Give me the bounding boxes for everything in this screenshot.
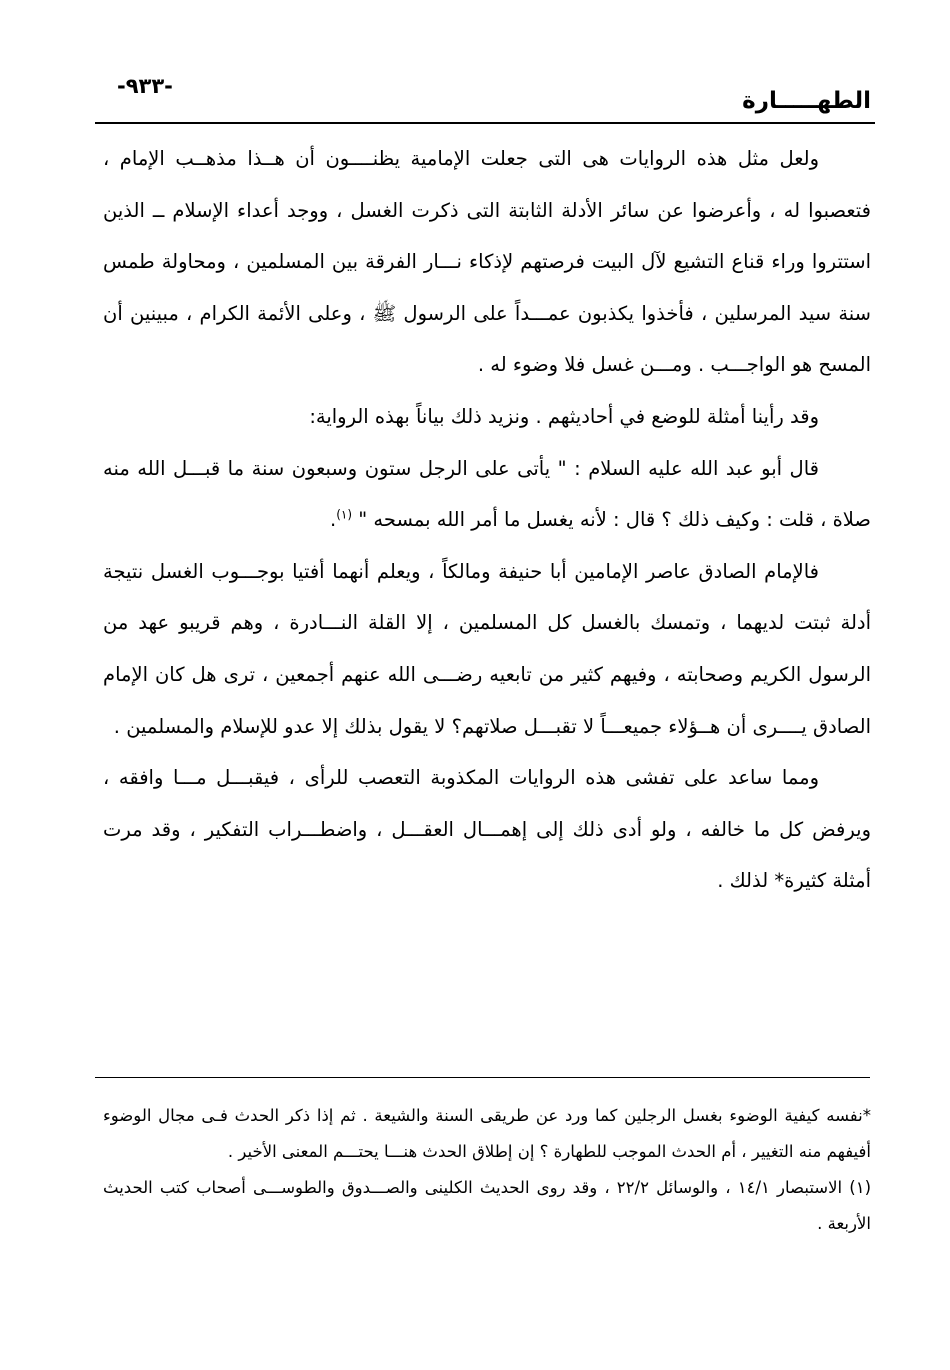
- quote-end: .: [330, 508, 337, 532]
- header-divider: [95, 122, 875, 124]
- main-text: [103, 133, 871, 907]
- footnote-divider: [95, 1077, 870, 1078]
- footnote-1: (١) الاستبصار ١٤/١ ، والوسائل ٢٢/٢ ، وقد روى الحديث الكلينى والصـــدوق والطوســـى أصحاب كتب الحديث الأربعة .: [103, 1178, 872, 1233]
- paragraph-4: فالإمام الصادق عاصر الإمامين أبا حنيفة ومالكاً ، ويعلم أنهما أفتيا بوجـــوب الغسل نتيجة أدلة ثبتت لديهما ، وتمسك بالغسل كل المسلمين ، إلا القلة النـــادرة ، وهم قريبو عهد من الرسول الكريم وصحابته ، وفيهم كثير من تابعيه رضـــى الله عنهم أجمعين ، ترى هل كان الإمام الصادق يــــرى أن هــؤلاء جميعـــاً لا تقبـــل صلاتهم؟ لا يقول بذلك إلا عدو للإسلام والمسلمين .: [103, 559, 871, 738]
- running-title: الطهـــــارة: [742, 88, 871, 114]
- page-number: -٩٣٣-: [117, 74, 173, 98]
- footnote-star: *نفسه كيفية الوضوء بغسل الرجلين كما ورد عن طريقى السنة والشيعة . ثم إذا ذكر الحدث فـى مجال الوضوء أفيفهم منه التغيير ، أم الحدث الموجب للطهارة ؟ إن إطلاق الحدث هنـــا يحتـــم المعنى الأخير .: [103, 1106, 871, 1161]
- paragraph-2: وقد رأينا أمثلة للوضع في أحاديثهم . ونزيد ذلك بياناً بهذه الرواية:: [309, 404, 819, 428]
- paragraph-3: [103, 443, 871, 546]
- paragraph-1: ولعل مثل هذه الروايات هى التى جعلت الإمامية يظنــــون أن هــذا مذهــب الإمام ، فتعصبوا له ، وأعرضوا عن سائر الأدلة الثابتة التى ذكرت الغسل ، ووجد أعداء الإسلام ــ الذين استتروا وراء قناع التشيع لآل البيت فرصتهم لإذكاء نـــار الفرقة بين المسلمين ، ومحاولة طمس سنة سيد المرسلين ، فأخذوا يكذبون عمـــداً على الرسول ﷺ ، وعلى الأئمة الكرام ، مبينين أن المسح هو الواجـــب . ومـــن غسل فلا وضوء له .: [103, 147, 871, 377]
- footnotes: [103, 1098, 871, 1242]
- footnote-marker: (١): [336, 507, 353, 522]
- paragraph-5: ومما ساعد على تفشى هذه الروايات المكذوبة التعصب للرأى ، فيقبـــل مـــا وافقه ، ويرفض كل ما خالفه ، ولو أدى ذلك إلى إهمـــال العقـــل ، واضطـــراب التفكير ، وقد مرت أمثلة كثيرة* لذلك .: [103, 766, 871, 893]
- page-header: [95, 60, 875, 124]
- quote-text: قال أبو عبد الله عليه السلام : " يأتى على الرجل ستون وسبعون سنة ما قبـــل الله منه صلاة ، قلت : وكيف ذلك ؟ قال : لأنه يغسل ما أمر الله بمسحه ": [103, 456, 871, 532]
